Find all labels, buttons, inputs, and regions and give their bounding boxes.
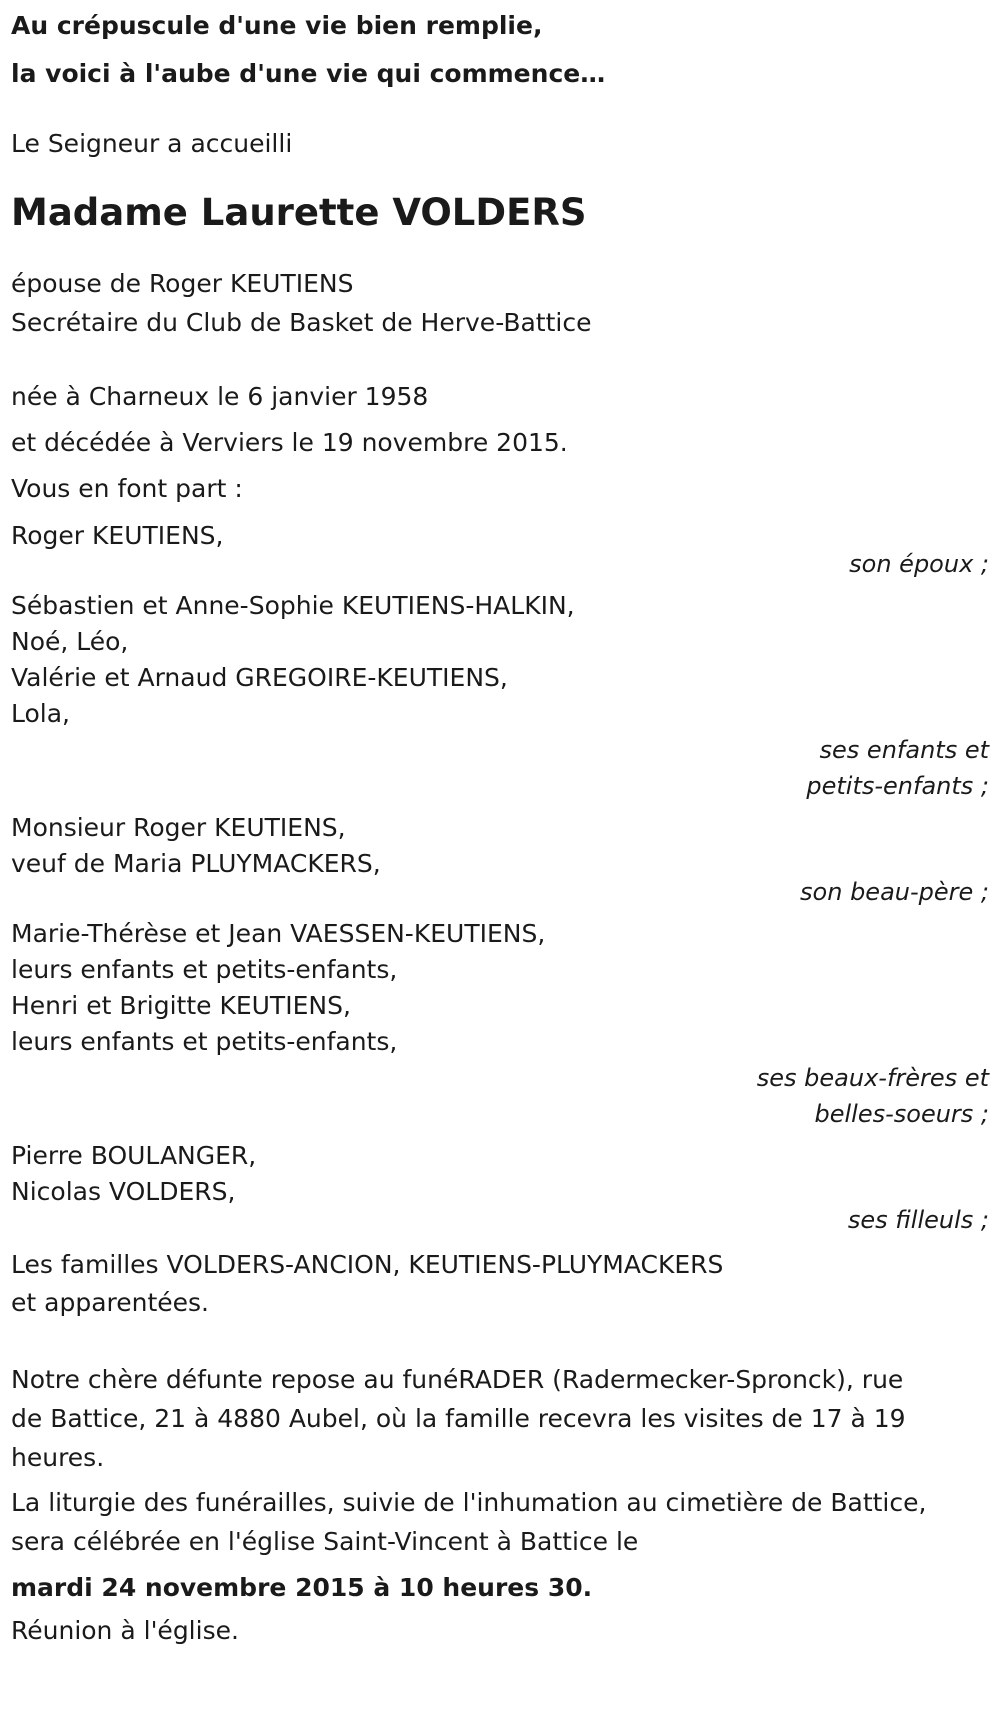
other-families xyxy=(11,1246,989,1322)
visits-paragraph xyxy=(11,1360,989,1477)
family-member: Nicolas VOLDERS, xyxy=(11,1177,236,1206)
family-group-children xyxy=(11,588,989,804)
family-group-in-laws xyxy=(11,916,989,1132)
dates-block xyxy=(11,374,989,512)
welcome-text: Le Seigneur a accueilli xyxy=(11,129,293,158)
family-member: leurs enfants et petits-enfants, xyxy=(11,1027,398,1056)
family-member: Henri et Brigitte KEUTIENS, xyxy=(11,991,351,1020)
liturgy-line-2: sera célébrée en l'église Saint-Vincent à Battice le xyxy=(11,1527,639,1556)
family-member: Lola, xyxy=(11,699,70,728)
family-member: Monsieur Roger KEUTIENS, xyxy=(11,813,346,842)
family-member: Valérie et Arnaud GREGOIRE-KEUTIENS, xyxy=(11,663,508,692)
other-families-line-2: et apparentées. xyxy=(11,1288,209,1317)
family-relation: son beau-père ; xyxy=(800,878,989,906)
family-relation: son époux ; xyxy=(849,550,989,578)
family-member: Noé, Léo, xyxy=(11,627,129,656)
intro-quote xyxy=(11,0,989,98)
family-relation: ses filleuls ; xyxy=(847,1206,989,1234)
family-member: leurs enfants et petits-enfants, xyxy=(11,955,398,984)
visits-line-3: heures. xyxy=(11,1443,105,1472)
spouse-block xyxy=(11,264,989,342)
visits-line-1: Notre chère défunte repose au funéRADER (Radermecker-Spronck), rue xyxy=(11,1365,904,1394)
announce-line: Vous en font part : xyxy=(11,474,243,503)
family-member: Roger KEUTIENS, xyxy=(11,521,224,550)
family-relation: ses beaux-frères et xyxy=(756,1064,989,1092)
family-relation: ses enfants et xyxy=(819,736,989,764)
family-group-godchildren xyxy=(11,1138,989,1238)
spouse-line: épouse de Roger KEUTIENS xyxy=(11,269,354,298)
other-families-line-1: Les familles VOLDERS-ANCION, KEUTIENS-PLUYMACKERS xyxy=(11,1250,724,1279)
visits-line-2: de Battice, 21 à 4880 Aubel, où la famille recevra les visites de 17 à 19 xyxy=(11,1404,906,1433)
intro-line-2: la voici à l'aube d'une vie qui commence… xyxy=(11,59,606,88)
intro-line-1: Au crépuscule d'une vie bien remplie, xyxy=(11,11,543,40)
role-line: Secrétaire du Club de Basket de Herve-Battice xyxy=(11,308,592,337)
family-member: veuf de Maria PLUYMACKERS, xyxy=(11,849,381,878)
deceased-name: Madame Laurette VOLDERS xyxy=(11,191,587,234)
liturgy-line-1: La liturgie des funérailles, suivie de l'inhumation au cimetière de Battice, xyxy=(11,1488,927,1517)
gathering-text: Réunion à l'église. xyxy=(11,1616,239,1645)
ceremony-date: mardi 24 novembre 2015 à 10 heures 30. xyxy=(11,1573,593,1602)
family-member: Marie-Thérèse et Jean VAESSEN-KEUTIENS, xyxy=(11,919,546,948)
death-line: et décédée à Verviers le 19 novembre 2015. xyxy=(11,428,568,457)
family-member: Sébastien et Anne-Sophie KEUTIENS-HALKIN, xyxy=(11,591,575,620)
family-group-spouse xyxy=(11,518,989,582)
family-member: Pierre BOULANGER, xyxy=(11,1141,257,1170)
family-group-father-in-law xyxy=(11,810,989,910)
family-relation: belles-soeurs ; xyxy=(814,1100,989,1128)
birth-line: née à Charneux le 6 janvier 1958 xyxy=(11,382,429,411)
family-relation: petits-enfants ; xyxy=(806,772,989,800)
liturgy-paragraph xyxy=(11,1483,989,1561)
obituary-notice xyxy=(11,0,989,1651)
